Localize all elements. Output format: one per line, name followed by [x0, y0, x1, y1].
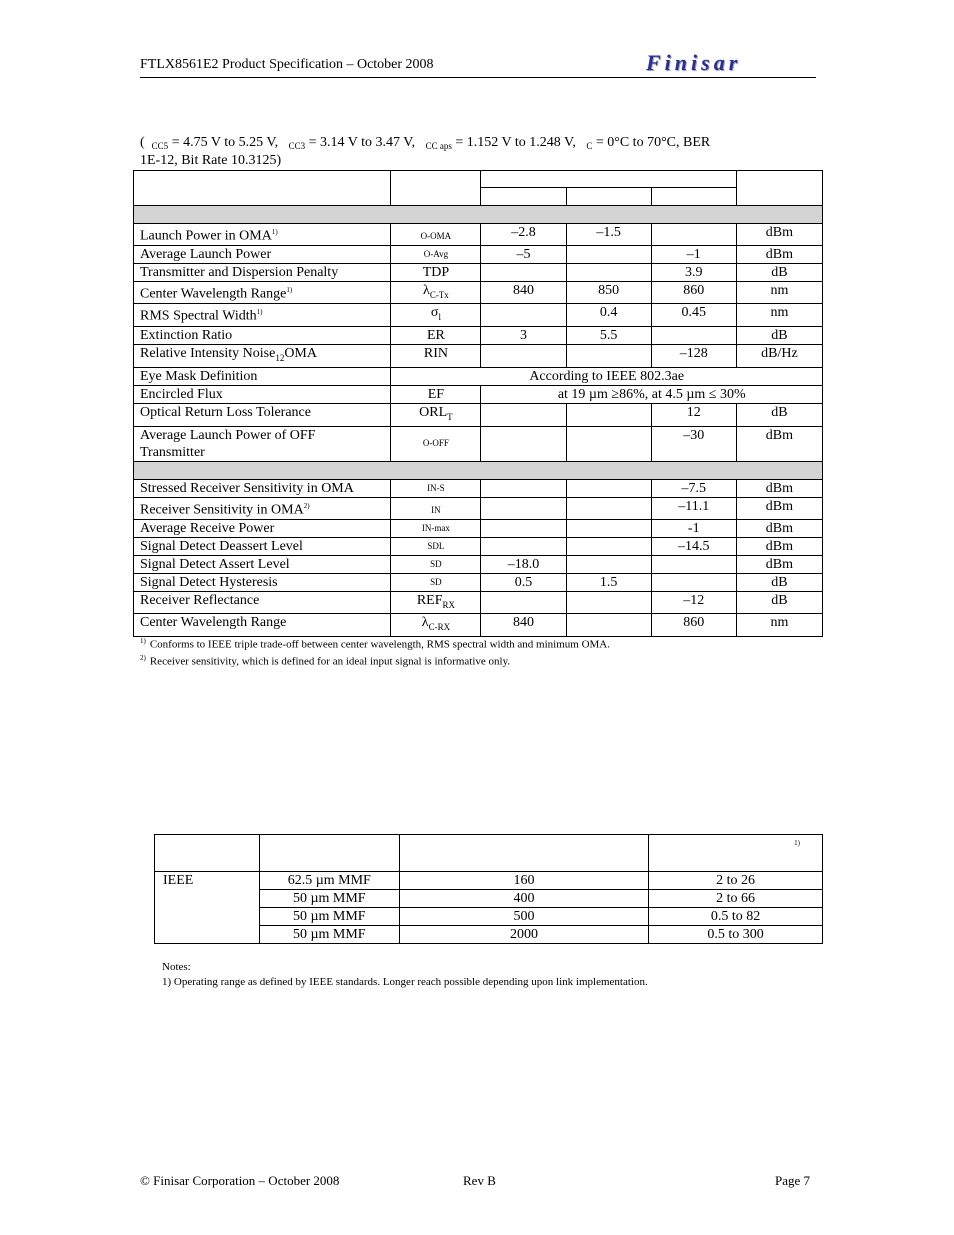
- table-row: [134, 555, 823, 573]
- parameter-cell: Signal Detect Hysteresis: [134, 573, 391, 591]
- unit-cell: dBm: [736, 519, 822, 537]
- symbol-cell: SD: [391, 555, 481, 573]
- max-cell: 860: [651, 281, 736, 304]
- range-cell: 0.5 to 300: [649, 926, 823, 944]
- symbol-cell: O-OMA: [391, 224, 481, 246]
- parameter-cell: Center Wavelength Range: [134, 614, 391, 637]
- table-row: [134, 224, 823, 246]
- fiber-type-cell: 50 µm MMF: [259, 908, 399, 926]
- symbol-cell: TDP: [391, 263, 481, 281]
- table-row: [155, 872, 823, 890]
- table-row: Eye Mask Definition According to IEEE 802.3ae: [134, 368, 823, 386]
- finisar-logo: Finisar: [646, 50, 742, 75]
- typ-cell: 850: [566, 281, 651, 304]
- page-header-title: FTLX8561E2 Product Specification – October 2008: [140, 57, 434, 72]
- receiver-rows: [134, 479, 823, 636]
- header-min-cell: [481, 188, 566, 206]
- header-divider: [140, 77, 816, 78]
- parameter-cell: RMS Spectral Width$^{1)}$: [134, 304, 391, 327]
- fiber-type-cell: 50 µm MMF: [259, 890, 399, 908]
- min-cell: [481, 479, 566, 497]
- symbol-cell: SDL: [391, 537, 481, 555]
- unit-cell: dBm: [736, 537, 822, 555]
- parameter-cell: Center Wavelength Range$^{1)}$: [134, 281, 391, 304]
- bandwidth-cell: 400: [399, 890, 649, 908]
- reach-rows: [155, 872, 823, 944]
- link-reach-table: [154, 834, 823, 944]
- footnote-1: $^{1)}$ Conforms to IEEE triple trade-off between center wavelength, RMS spectral width and minimum OMA.: [140, 637, 611, 651]
- unit-cell: dB: [736, 591, 822, 614]
- table-row: [134, 263, 823, 281]
- min-cell: [481, 345, 566, 368]
- typ-cell: [566, 263, 651, 281]
- parameter-cell: Extinction Ratio: [134, 327, 391, 345]
- bandwidth-cell: 2000: [399, 926, 649, 944]
- symbol-cell: SD: [391, 573, 481, 591]
- optical-spec-table: [133, 170, 823, 637]
- unit-cell: dBm: [736, 497, 822, 519]
- typ-cell: [566, 345, 651, 368]
- max-cell: [651, 224, 736, 246]
- typ-cell: 1.5: [566, 573, 651, 591]
- parameter-cell: Average Launch Power: [134, 245, 391, 263]
- min-cell: [481, 263, 566, 281]
- header-symbol-cell: [391, 171, 481, 206]
- typ-cell: [566, 479, 651, 497]
- unit-cell: dBm: [736, 555, 822, 573]
- unit-cell: dB: [736, 573, 822, 591]
- transmitter-section-row: [134, 206, 823, 224]
- max-cell: –1: [651, 245, 736, 263]
- symbol-cell: $\lambda_{C-RX}$: [391, 614, 481, 637]
- max-cell: –12: [651, 591, 736, 614]
- unit-cell: dB/Hz: [736, 345, 822, 368]
- max-cell: –11.1: [651, 497, 736, 519]
- parameter-cell: Signal Detect Deassert Level: [134, 537, 391, 555]
- symbol-cell: $REF_{RX}$: [391, 591, 481, 614]
- min-cell: –18.0: [481, 555, 566, 573]
- operating-conditions: ( $_{CC5}$ = 4.75 V to 5.25 V, $_{CC3}$ = 3.14 V to 3.47 V, $_{CC aps}$ = 1.152 V to 1.248 V, $_C$ = 0°C to 70°C, BER 1E-12, Bit Rate 10.3125): [140, 135, 711, 168]
- table-header-row: [134, 171, 823, 188]
- parameter-cell: Receiver Reflectance: [134, 591, 391, 614]
- table-row: [134, 345, 823, 368]
- table-row: [134, 327, 823, 345]
- table-row: [134, 245, 823, 263]
- symbol-cell: O-Avg: [391, 245, 481, 263]
- parameter-cell: Receiver Sensitivity in OMA$^{2)}$: [134, 497, 391, 519]
- max-cell: 3.9: [651, 263, 736, 281]
- max-cell: -1: [651, 519, 736, 537]
- min-cell: [481, 519, 566, 537]
- min-cell: –2.8: [481, 224, 566, 246]
- table-row: [134, 573, 823, 591]
- footer-revision: Rev B: [463, 1173, 496, 1188]
- min-cell: [481, 497, 566, 519]
- symbol-cell: RIN: [391, 345, 481, 368]
- parameter-cell: Average Receive Power: [134, 519, 391, 537]
- receiver-section-row: [134, 461, 823, 479]
- min-cell: 840: [481, 614, 566, 637]
- transmitter-rows: [134, 224, 823, 368]
- parameter-cell: Launch Power in OMA$^{1)}$: [134, 224, 391, 246]
- unit-cell: nm: [736, 304, 822, 327]
- min-cell: [481, 304, 566, 327]
- typ-cell: 5.5: [566, 327, 651, 345]
- range-cell: 0.5 to 82: [649, 908, 823, 926]
- table-row: [134, 519, 823, 537]
- reach-header-row: 1): [155, 835, 823, 872]
- max-cell: –7.5: [651, 479, 736, 497]
- typ-cell: [566, 497, 651, 519]
- parameter-cell: Relative Intensity Noise$_{12}$OMA: [134, 345, 391, 368]
- max-cell: [651, 327, 736, 345]
- table-row: Average Launch Power of OFF Transmitter O-OFF –30 dBm: [134, 426, 823, 461]
- min-cell: 0.5: [481, 573, 566, 591]
- typ-cell: [566, 591, 651, 614]
- header-unit-cell: [736, 171, 822, 206]
- header-values-cell: [481, 171, 736, 188]
- table-footnotes: [140, 634, 610, 669]
- min-cell: [481, 537, 566, 555]
- unit-cell: dBm: [736, 479, 822, 497]
- bandwidth-cell: 160: [399, 872, 649, 890]
- table-row: Optical Return Loss Tolerance $ORL_T$ 12 dB: [134, 404, 823, 427]
- typ-cell: [566, 555, 651, 573]
- typ-cell: 0.4: [566, 304, 651, 327]
- symbol-cell: $\sigma_l$: [391, 304, 481, 327]
- reach-notes: Notes: 1) Operating range as defined by IEEE standards. Longer reach possible depending upon link implementation.: [162, 961, 648, 988]
- parameter-cell: Transmitter and Dispersion Penalty: [134, 263, 391, 281]
- range-cell: 2 to 66: [649, 890, 823, 908]
- min-cell: 3: [481, 327, 566, 345]
- table-row: [134, 537, 823, 555]
- header-max-cell: [651, 188, 736, 206]
- symbol-cell: IN: [391, 497, 481, 519]
- footer-copyright: © Finisar Corporation – October 2008: [140, 1173, 340, 1188]
- unit-cell: nm: [736, 614, 822, 637]
- unit-cell: dBm: [736, 245, 822, 263]
- typ-cell: [566, 537, 651, 555]
- max-cell: [651, 573, 736, 591]
- unit-cell: dB: [736, 263, 822, 281]
- unit-cell: nm: [736, 281, 822, 304]
- min-cell: –5: [481, 245, 566, 263]
- min-cell: 840: [481, 281, 566, 304]
- table-row: [134, 281, 823, 304]
- min-cell: [481, 591, 566, 614]
- symbol-cell: IN-max: [391, 519, 481, 537]
- standard-cell: IEEE: [155, 872, 260, 944]
- bandwidth-cell: 500: [399, 908, 649, 926]
- symbol-cell: ER: [391, 327, 481, 345]
- range-cell: 2 to 26: [649, 872, 823, 890]
- symbol-cell: IN-S: [391, 479, 481, 497]
- max-cell: –128: [651, 345, 736, 368]
- typ-cell: [566, 245, 651, 263]
- footnote-2: $^{2)}$ Receiver sensitivity, which is defined for an ideal input signal is informative only.: [140, 653, 511, 668]
- parameter-cell: Stressed Receiver Sensitivity in OMA: [134, 479, 391, 497]
- max-cell: 860: [651, 614, 736, 637]
- parameter-cell: Signal Detect Assert Level: [134, 555, 391, 573]
- footer-page-number: Page 7: [775, 1173, 811, 1188]
- table-row: [134, 479, 823, 497]
- fiber-type-cell: 50 µm MMF: [259, 926, 399, 944]
- table-row: [134, 591, 823, 614]
- max-cell: –14.5: [651, 537, 736, 555]
- typ-cell: –1.5: [566, 224, 651, 246]
- max-cell: 0.45: [651, 304, 736, 327]
- table-row: [134, 497, 823, 519]
- unit-cell: dBm: [736, 224, 822, 246]
- table-row: Encircled Flux EF at 19 µm ≥86%, at 4.5 µm ≤ 30%: [134, 386, 823, 404]
- table-row: [134, 304, 823, 327]
- typ-cell: [566, 519, 651, 537]
- header-typ-cell: [566, 188, 651, 206]
- max-cell: [651, 555, 736, 573]
- fiber-type-cell: 62.5 µm MMF: [259, 872, 399, 890]
- unit-cell: dB: [736, 327, 822, 345]
- header-parameter-cell: [134, 171, 391, 206]
- symbol-cell: $\lambda_{C-Tx}$: [391, 281, 481, 304]
